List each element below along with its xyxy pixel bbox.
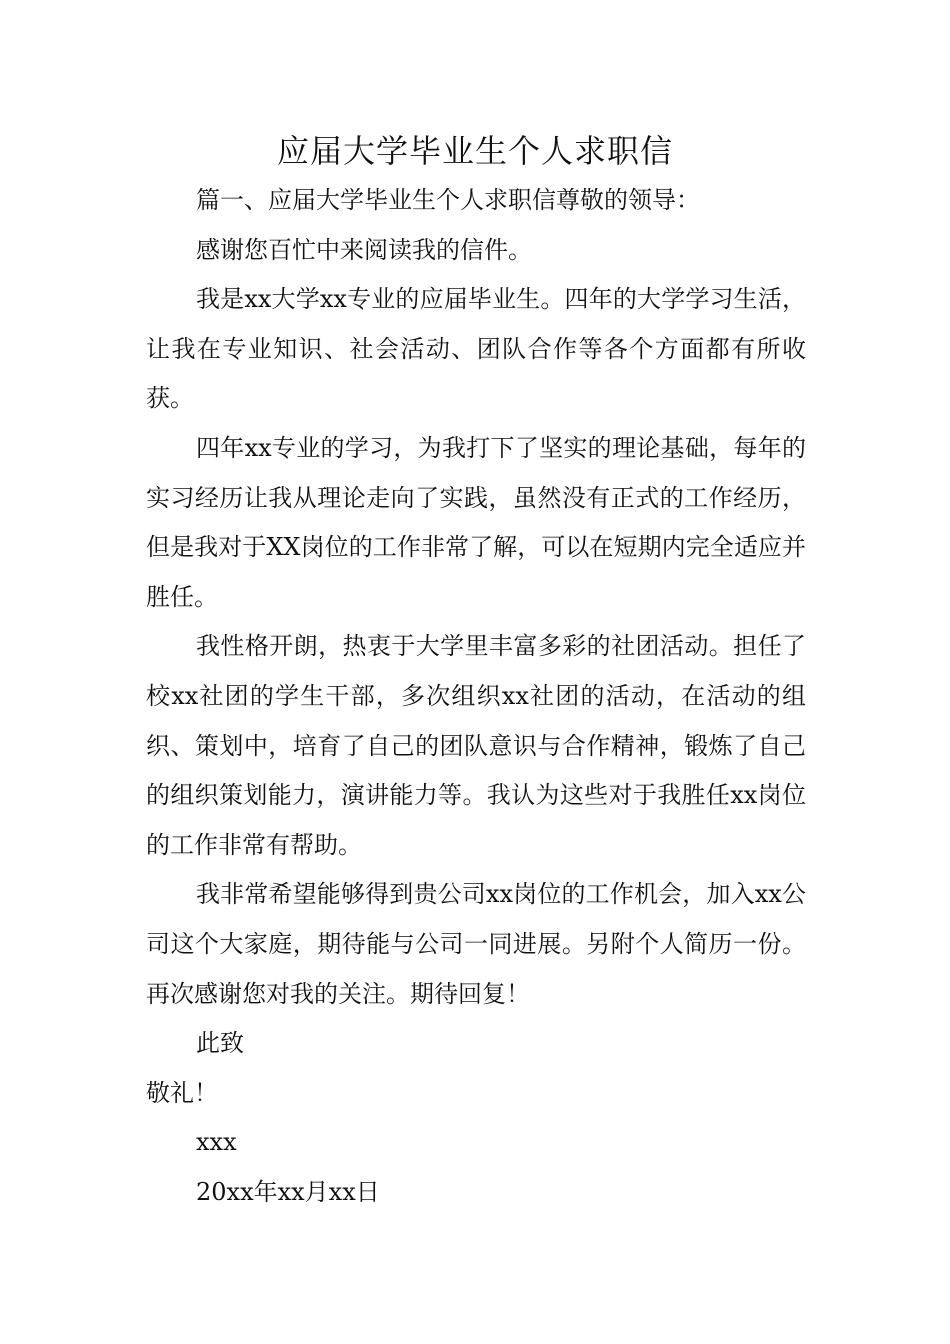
- paragraph-thanks: 感谢您百忙中来阅读我的信件。: [196, 235, 532, 264]
- signature-date: 20xx年xx月xx日: [196, 1177, 380, 1206]
- paragraph-salutation: 篇一、应届大学毕业生个人求职信尊敬的领导：: [196, 186, 700, 214]
- letter-body: [146, 176, 806, 1217]
- closing-jingli: 敬礼！: [146, 1078, 218, 1107]
- document-title: 应届大学毕业生个人求职信: [276, 132, 673, 170]
- paragraph-personality: 我性格开朗，热衷于大学里丰富多彩的社团活动。担任了校xx社团的学生干部，多次组织xx社团的活动，在活动的组织、策划中，培育了自己的团队意识与合作精神，锻炼了自己的组织策划能力，演讲能力等。我认为这些对于我胜任xx岗位的工作非常有帮助。: [146, 632, 806, 859]
- paragraph-study: 四年xx专业的学习，为我打下了坚实的理论基础，每年的实习经历让我从理论走向了实践，虽然没有正式的工作经历，但是我对于XX岗位的工作非常了解，可以在短期内完全适应并胜任。: [146, 433, 806, 611]
- closing-cizhi: 此致: [196, 1029, 244, 1058]
- paragraph-hope: 我非常希望能够得到贵公司xx岗位的工作机会，加入xx公司这个大家庭，期待能与公司一同进展。另附个人简历一份。再次感谢您对我的关注。期待回复！: [146, 880, 806, 1008]
- signature-name: xxx: [196, 1128, 237, 1157]
- paragraph-introduction: 我是xx大学xx专业的应届毕业生。四年的大学学习生活，让我在专业知识、社会活动、团队合作等各个方面都有所收获。: [146, 285, 806, 413]
